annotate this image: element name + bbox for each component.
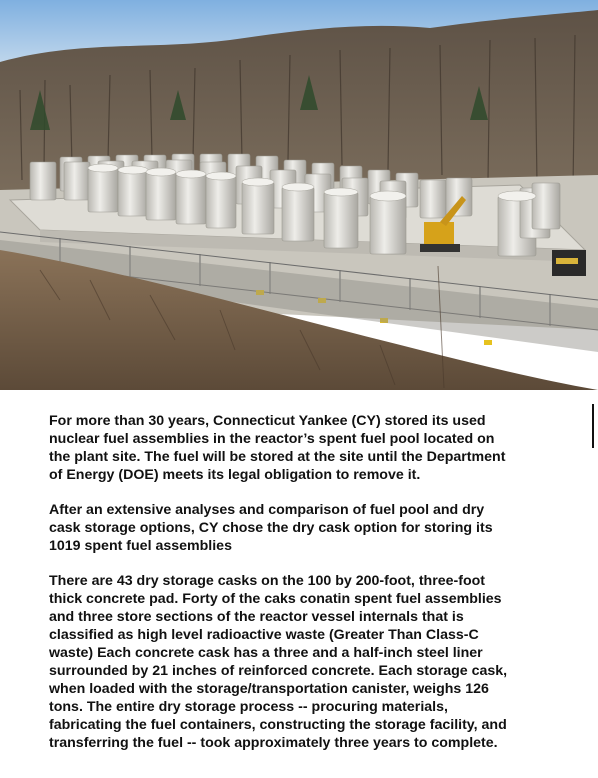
paragraph-decision: After an extensive analyses and comparison of fuel pool and dry cask storage options, CY chose the dry cask option for storing its 1019 spent fuel assemblies <box>49 502 493 554</box>
paragraph-details: There are 43 dry storage casks on the 100 by 200-foot, three-foot thick concrete pad. Forty of the caks conatin spent fuel assemblies and three store sections of the reactor vessel internals that is classified as high level radioactive waste (Greater Than Class-C waste) Each concrete cask has a three and a half-inch steel liner surrounded by 21 inches of reinforced concrete. Each storage cask, when loaded with the storage/transportation canister, weighs 126 tons. The entire dry storage process -- procuring materials, fabricating the fuel containers, constructing the storage facility, and transferring the fuel -- took approximately three years to complete. <box>49 573 508 751</box>
paragraph-history: For more than 30 years, Connecticut Yankee (CY) stored its used nuclear fuel assemblies in the reactor’s spent fuel pool located on the plant site. The fuel will be stored at the site until the Department of Energy (DOE) meets its legal obligation to remove it. <box>49 413 506 483</box>
document-body <box>49 412 589 769</box>
edge-mark <box>592 404 594 448</box>
